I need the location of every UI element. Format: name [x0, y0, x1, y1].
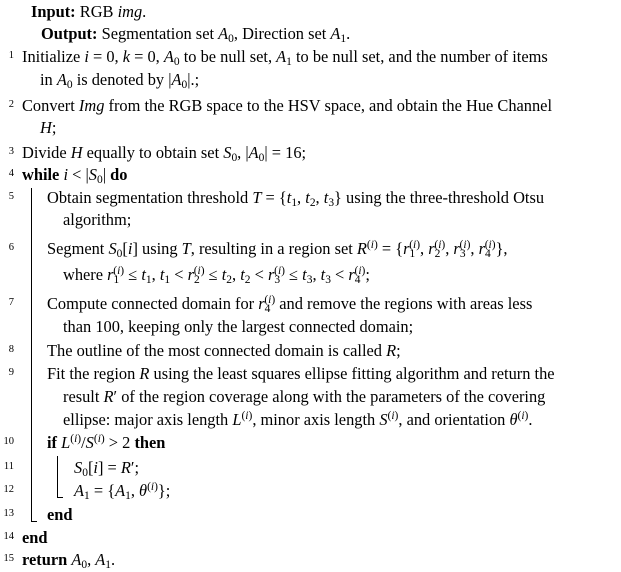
line-number-12: 12 [3, 484, 14, 495]
line-number-8: 8 [8, 344, 14, 355]
line-number-1: 1 [8, 50, 14, 61]
line-number-11: 11 [3, 461, 14, 472]
kw-end-if: end [47, 505, 73, 524]
if-block-rule [57, 456, 58, 498]
line-number-4: 4 [8, 168, 14, 179]
input-text: RGB [79, 2, 114, 21]
kw-end-while: end [22, 528, 48, 547]
line-number-13: 13 [3, 508, 14, 519]
kw-do: do [110, 165, 128, 184]
line-number-7: 7 [8, 297, 14, 308]
if-block-tick [57, 497, 63, 498]
line-number-5: 5 [8, 191, 14, 202]
input-var: img [117, 2, 143, 21]
kw-then: then [134, 433, 166, 452]
kw-while: while [22, 165, 60, 184]
kw-if: if [47, 433, 58, 452]
line-number-3: 3 [8, 146, 14, 157]
while-block-tick [31, 521, 37, 522]
line-number-10: 10 [3, 436, 14, 447]
while-block-rule [31, 188, 32, 522]
line-number-9: 9 [8, 367, 14, 378]
line-number-6: 6 [8, 242, 14, 253]
line-number-14: 14 [3, 531, 14, 542]
line-number-2: 2 [8, 99, 14, 110]
input-label: Input: [31, 2, 76, 21]
output-label: Output: [41, 24, 98, 43]
line-number-15: 15 [3, 553, 14, 564]
kw-return: return [22, 550, 68, 569]
